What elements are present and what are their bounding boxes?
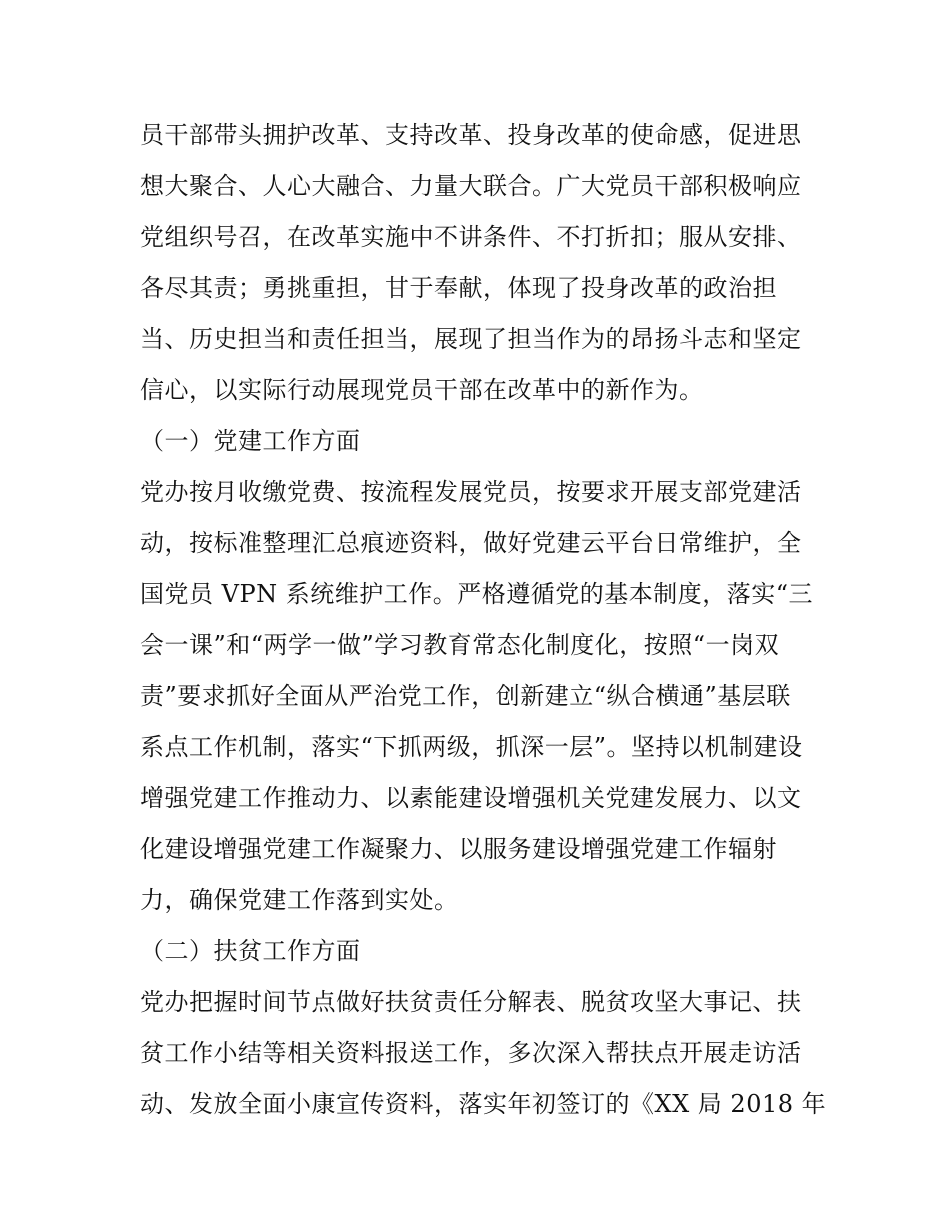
paragraph-line: 员干部带头拥护改革、支持改革、投身改革的使命感，促进思 [140, 121, 802, 149]
paragraph-line: 动、发放全面小康宣传资料，落实年初签订的《XX 局 2018 年 [140, 1090, 827, 1118]
paragraph-line: 责”要求抓好全面从严治党工作，创新建立“纵合横通”基层联 [140, 682, 791, 710]
paragraph-line: 系点工作机制，落实“下抓两级，抓深一层”。坚持以机制建设 [140, 733, 803, 761]
paragraph-line: 各尽其责；勇挑重担，甘于奉献，体现了投身改革的政治担 [140, 274, 777, 302]
paragraph-line: 党办按月收缴党费、按流程发展党员，按要求开展支部党建活 [140, 478, 802, 506]
section-heading-poverty-alleviation: （二）扶贫工作方面 [140, 937, 361, 965]
paragraph-line: 当、历史担当和责任担当，展现了担当作为的昂扬斗志和坚定 [140, 325, 802, 353]
paragraph-line: 力，确保党建工作落到实处。 [140, 886, 459, 914]
paragraph-line: 动，按标准整理汇总痕迹资料，做好党建云平台日常维护，全 [140, 529, 802, 557]
paragraph-line: 化建设增强党建工作凝聚力、以服务建设增强党建工作辐射 [140, 835, 777, 863]
paragraph-line: 党办把握时间节点做好扶贫责任分解表、脱贫攻坚大事记、扶 [140, 988, 802, 1016]
paragraph-line: 贫工作小结等相关资料报送工作，多次深入帮扶点开展走访活 [140, 1039, 802, 1067]
document-body [140, 110, 827, 1130]
paragraph-line: 国党员 VPN 系统维护工作。严格遵循党的基本制度，落实“三 [140, 580, 814, 608]
paragraph-line: 增强党建工作推动力、以素能建设增强机关党建发展力、以文 [140, 784, 802, 812]
section-heading-party-building: （一）党建工作方面 [140, 427, 361, 455]
paragraph-line: 信心，以实际行动展现党员干部在改革中的新作为。 [140, 376, 704, 404]
paragraph-line: 党组织号召，在改革实施中不讲条件、不打折扣；服从安排、 [140, 223, 802, 251]
paragraph-line: 会一课”和“两学一做”学习教育常态化制度化，按照“一岗双 [140, 631, 780, 659]
paragraph-line: 想大聚合、人心大融合、力量大联合。广大党员干部积极响应 [140, 172, 802, 200]
